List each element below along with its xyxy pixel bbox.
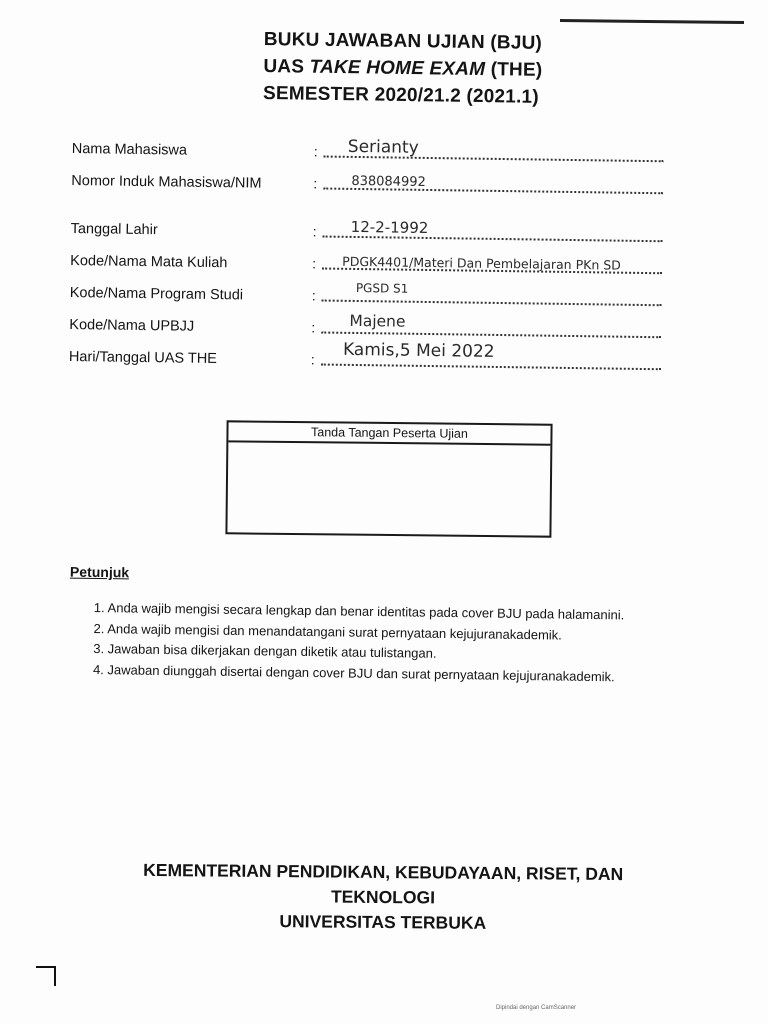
instruction-item: 3. Jawaban bisa dikerjakan dengan diketik atau tulistangan. <box>93 640 437 661</box>
footer-line-2: TEKNOLOGI <box>330 886 436 908</box>
footer-line-1: KEMENTERIAN PENDIDIKAN, KEBUDAYAAN, RISET, DAN <box>143 859 624 885</box>
instruction-item: 1. Anda wajib mengisi secara lengkap dan benar identitas pada cover BJU pada halamanini. <box>93 599 625 623</box>
title-line-1: BUKU JAWABAN UJIAN (BJU) <box>263 28 543 54</box>
field-value-nama[interactable]: Serianty <box>347 136 419 158</box>
instruction-item: 4. Jawaban diunggah disertai dengan cover BJU dan surat pernyataan kejujuranakademik. <box>92 661 615 684</box>
instructions-list <box>93 598 754 689</box>
dotted-line <box>322 300 662 307</box>
field-label: Tanggal Lahir <box>70 220 158 239</box>
field-value-program-studi[interactable]: PGSD S1 <box>355 280 409 296</box>
dotted-line <box>321 363 661 370</box>
field-label: Nomor Induk Mahasiswa/NIM <box>71 172 262 192</box>
field-colon: : <box>313 175 318 192</box>
dotted-line <box>321 331 661 338</box>
field-value-hari-tanggal[interactable]: Kamis,5 Mei 2022 <box>342 339 495 362</box>
footer-line-3: UNIVERSITAS TERBUKA <box>279 911 487 933</box>
title-line-2-prefix: UAS <box>263 55 310 78</box>
identity-form <box>69 134 672 382</box>
title-line-3: SEMESTER 2020/21.2 (2021.1) <box>262 82 539 108</box>
field-value-tanggal-lahir[interactable]: 12-2-1992 <box>350 217 429 237</box>
title-line-2 <box>263 53 542 84</box>
signature-box-title: Tanda Tangan Peserta Ujian <box>228 422 550 445</box>
instruction-item: 2. Anda wajib mengisi dan menandatangani surat pernyataan kejujuranakademik. <box>93 620 562 643</box>
field-label: Hari/Tanggal UAS THE <box>68 348 218 368</box>
field-colon: : <box>312 255 317 272</box>
scan-corner-mark <box>36 966 56 986</box>
field-colon: : <box>312 223 317 240</box>
field-label: Kode/Nama Mata Kuliah <box>70 252 228 272</box>
top-rule <box>560 19 744 24</box>
field-value-mata-kuliah[interactable]: PDGK4401/Materi Dan Pembelajaran PKn SD <box>342 253 621 273</box>
field-colon: : <box>311 319 316 336</box>
field-nim <box>71 166 672 222</box>
institution-footer <box>108 858 659 938</box>
field-value-upbjj[interactable]: Majene <box>349 311 406 331</box>
field-colon: : <box>310 351 315 368</box>
scanner-watermark: Dipindai dengan CamScanner <box>496 1005 577 1011</box>
dotted-line <box>323 236 663 243</box>
field-colon: : <box>313 143 318 160</box>
field-label: Kode/Nama UPBJJ <box>69 316 195 335</box>
field-label: Kode/Nama Program Studi <box>69 284 244 304</box>
field-value-nim[interactable]: 838084992 <box>351 173 426 190</box>
page-title <box>263 26 543 111</box>
signature-box[interactable] <box>225 420 552 537</box>
field-label: Nama Mahasiswa <box>71 140 188 159</box>
title-line-2-suffix: (THE) <box>485 59 543 81</box>
field-colon: : <box>311 287 316 304</box>
instructions-heading: Petunjuk <box>69 563 130 581</box>
title-line-2-italic: TAKE HOME EXAM <box>309 56 486 81</box>
